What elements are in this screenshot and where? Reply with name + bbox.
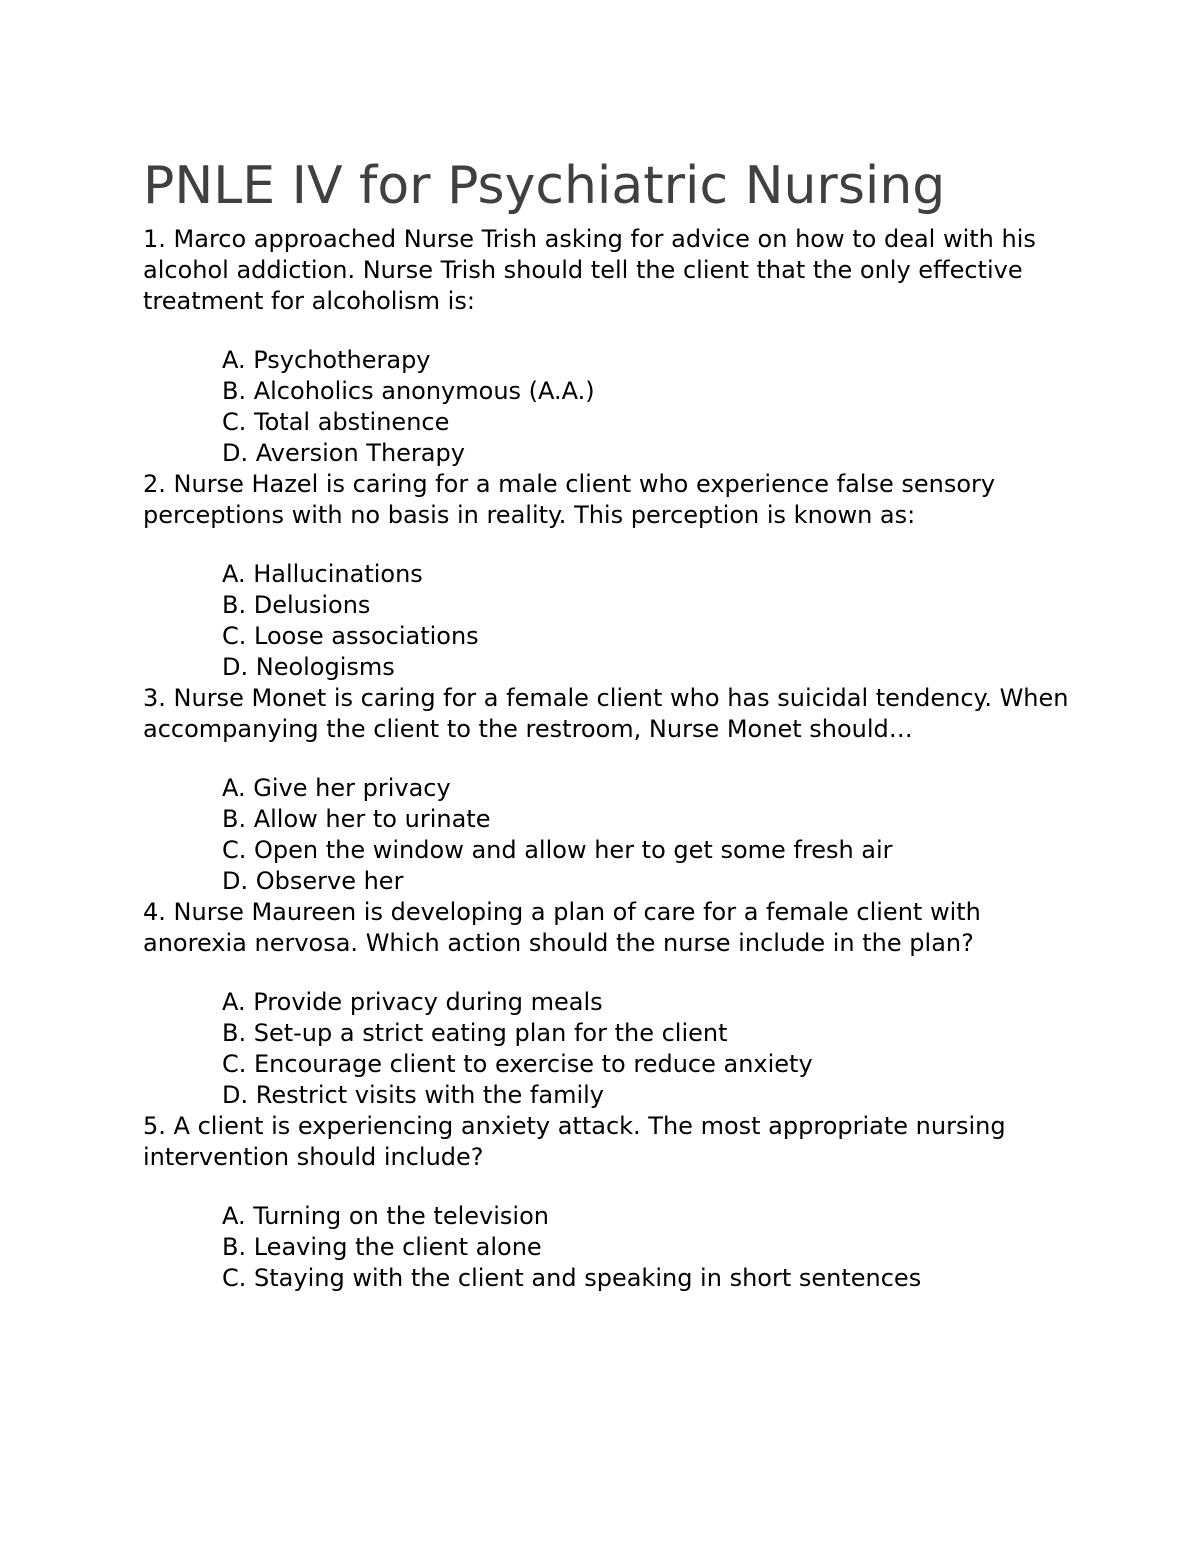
option-item: B. Leaving the client alone (222, 1233, 542, 1261)
option-list (143, 773, 1073, 897)
question-block (143, 469, 1073, 683)
option-item: C. Loose associations (222, 622, 479, 650)
option-item: B. Alcoholics anonymous (A.A.) (222, 377, 595, 405)
option-item: B. Allow her to urinate (222, 805, 491, 833)
option-item: C. Open the window and allow her to get some fresh air (222, 836, 893, 864)
option-item: A. Provide privacy during meals (222, 988, 603, 1016)
option-item: D. Aversion Therapy (222, 439, 465, 467)
option-item: B. Set-up a strict eating plan for the client (222, 1019, 728, 1047)
question-text: 5. A client is experiencing anxiety attack. The most appropriate nursing intervention should include? (143, 1112, 1006, 1171)
option-item: D. Neologisms (222, 653, 395, 681)
option-list (143, 345, 1073, 469)
document-page (143, 152, 1073, 1294)
question-block (143, 1111, 1073, 1294)
question-block (143, 683, 1073, 897)
page-title: PNLE IV for Psychiatric Nursing (143, 156, 946, 216)
option-item: A. Psychotherapy (222, 346, 431, 374)
option-item: C. Staying with the client and speaking in short sentences (222, 1264, 922, 1292)
option-item: D. Restrict visits with the family (222, 1081, 605, 1109)
question-text: 2. Nurse Hazel is caring for a male client who experience false sensory perceptions with no basis in reality. This perception is known as: (143, 470, 996, 529)
option-list (143, 559, 1073, 683)
option-item: A. Hallucinations (222, 560, 423, 588)
option-item: A. Give her privacy (222, 774, 451, 802)
option-list (143, 987, 1073, 1111)
question-text: 4. Nurse Maureen is developing a plan of care for a female client with anorexia nervosa. Which action should the nurse include in the plan? (143, 898, 981, 957)
option-item: C. Encourage client to exercise to reduce anxiety (222, 1050, 813, 1078)
option-item: C. Total abstinence (222, 408, 450, 436)
question-text: 3. Nurse Monet is caring for a female client who has suicidal tendency. When accompanying the client to the restroom, Nurse Monet should… (143, 684, 1069, 743)
question-block (143, 224, 1073, 469)
question-text: 1. Marco approached Nurse Trish asking for advice on how to deal with his alcohol addiction. Nurse Trish should tell the client that the only effective treatment for alcoholism is: (143, 225, 1036, 315)
option-item: B. Delusions (222, 591, 371, 619)
option-item: D. Observe her (222, 867, 404, 895)
option-list (143, 1201, 1073, 1294)
question-block (143, 897, 1073, 1111)
option-item: A. Turning on the television (222, 1202, 549, 1230)
